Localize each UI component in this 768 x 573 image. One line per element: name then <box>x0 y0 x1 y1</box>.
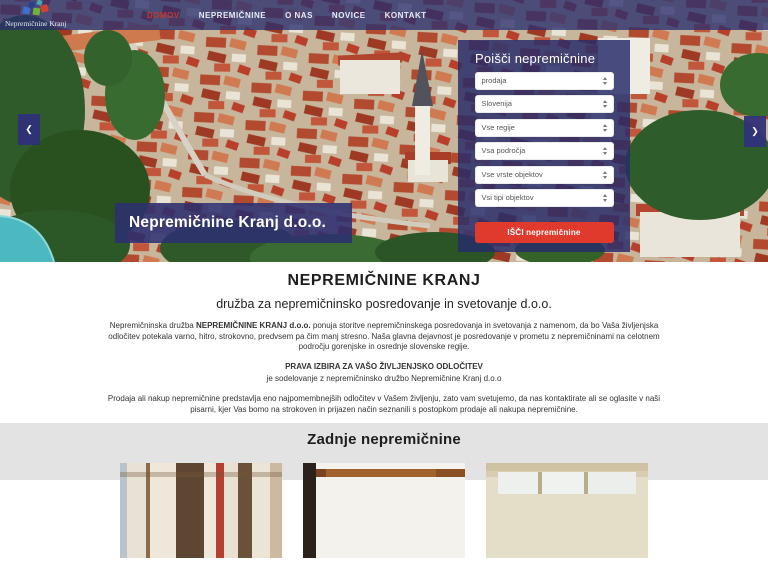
nav-item-kontakt[interactable]: KONTAKT <box>384 10 427 20</box>
about-title: NEPREMIČNINE KRANJ <box>287 272 481 289</box>
listing-photo-1 <box>120 463 282 558</box>
latest-listings-section <box>0 423 768 480</box>
hero-section <box>0 0 768 262</box>
about-paragraph-2: Prodaja ali nakup nepremičnine predstavlja eno najpomembnejših odločitev v Vašem življenju, zato vam svetujemo, da nas kontaktirate ali se oglasite v naši pisarni, kjer Vas bomo na strokoven in prijazen način seznanili s postopkom prodaje ali nakupa nepremičnine. <box>107 394 661 414</box>
chevron-right-icon: ❯ <box>751 126 759 136</box>
select-transaction-type[interactable] <box>475 72 614 90</box>
carousel-next-button[interactable] <box>744 116 766 147</box>
select-country[interactable] <box>475 95 614 113</box>
search-panel-title: Poišči nepremičnine <box>475 51 596 66</box>
select-caret-icon <box>603 171 608 179</box>
select-object-kind[interactable] <box>475 166 614 184</box>
header <box>0 0 768 30</box>
main-nav <box>147 0 427 30</box>
carousel-prev-button[interactable] <box>18 114 40 145</box>
about-section <box>0 262 768 423</box>
nav-item-domov[interactable]: DOMOV <box>147 10 180 20</box>
nav-item-nepremicnine[interactable]: NEPREMIČNINE <box>198 10 267 20</box>
nav-item-o-nas[interactable]: O NAS <box>285 10 313 20</box>
select-region[interactable] <box>475 119 614 137</box>
select-object-type-value: Vsi tipi objektov <box>481 193 534 202</box>
select-caret-icon <box>603 124 608 132</box>
select-area-value: Vsa področja <box>481 146 526 155</box>
select-region-value: Vse regije <box>481 122 515 132</box>
select-transaction-value: prodaja <box>481 75 507 85</box>
latest-listings-title: Zadnje nepremičnine <box>307 431 461 448</box>
chevron-left-icon: ❮ <box>25 124 33 134</box>
brand-name: Nepremičnine Kranj <box>5 19 67 28</box>
brand-logo[interactable] <box>5 1 66 28</box>
about-highlight-subtitle: je sodelovanje z nepremičninsko družbo Nepremičnine Kranj d.o.o <box>266 373 502 383</box>
property-search-panel <box>458 40 630 252</box>
select-caret-icon <box>603 100 608 108</box>
select-object-type[interactable] <box>475 189 614 207</box>
listing-photo-3 <box>486 463 648 558</box>
about-paragraph-1: Nepremičninska družba NEPREMIČNINE KRANJ d.o.o. ponuja storitve nepremičninskega posredovanja in svetovanja z namenom, da bo Vaša življenjska odločitev potekala varno, hitro, strokovno, predvsem pa čim manj stresno. Naša glavna dejavnost je posredovanje v prometu z nepremičninami na celotnem področju gorenjske in osrednje slovenske regije. <box>108 321 660 352</box>
select-area[interactable] <box>475 142 614 160</box>
select-caret-icon <box>603 147 608 155</box>
about-highlight-title: PRAVA IZBIRA ZA VAŠO ŽIVLJENJSKO ODLOČITEV <box>285 362 483 372</box>
select-object-kind-value: Vse vrste objektov <box>481 169 543 179</box>
about-subtitle: družba za nepremičninsko posredovanje in svetovanje d.o.o. <box>216 297 552 311</box>
hero-title: Nepremičnine Kranj d.o.o. <box>115 203 352 243</box>
select-caret-icon <box>603 77 608 85</box>
search-submit-button[interactable]: IŠČI nepremičnine <box>475 222 614 243</box>
select-country-value: Slovenija <box>481 99 512 108</box>
listing-photo-2 <box>303 463 465 558</box>
nav-item-novice[interactable]: NOVICE <box>331 10 366 20</box>
brand-logo-icon <box>22 1 52 16</box>
select-caret-icon <box>603 194 608 202</box>
